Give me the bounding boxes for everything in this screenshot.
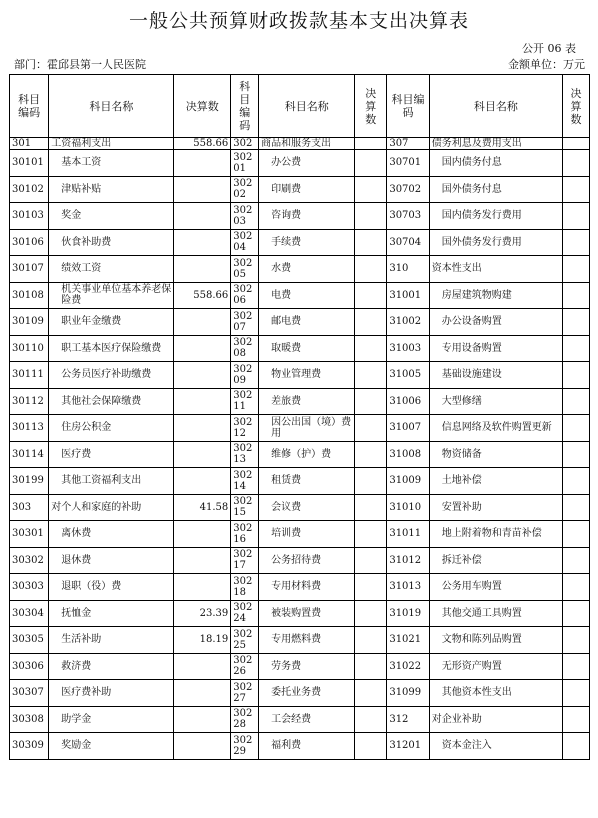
code-cell: 302 28 [231, 706, 259, 733]
name-cell: 电费 [259, 282, 355, 309]
name-cell: 其他资本性支出 [429, 680, 562, 707]
table-row [10, 176, 590, 203]
amount-cell [174, 309, 231, 336]
code-cell: 302 04 [231, 229, 259, 256]
name-cell: 土地补偿 [429, 468, 562, 495]
name-cell: 维修（护）费 [259, 441, 355, 468]
header-code-3: 科目编码 [387, 75, 429, 138]
table-row [10, 574, 590, 601]
table-row [10, 441, 590, 468]
table-row [10, 150, 590, 177]
code-cell: 30306 [10, 653, 49, 680]
amount-cell [174, 706, 231, 733]
amount-cell [355, 680, 387, 707]
header-name-2: 科目名称 [259, 75, 355, 138]
amount-cell [355, 282, 387, 309]
name-cell: 对个人和家庭的补助 [49, 494, 174, 521]
name-cell: 生活补助 [49, 627, 174, 654]
amount-cell [563, 150, 590, 177]
name-cell: 公务用车购置 [429, 574, 562, 601]
amount-cell [355, 150, 387, 177]
name-cell: 离休费 [49, 521, 174, 548]
amount-cell [174, 547, 231, 574]
name-cell: 水费 [259, 256, 355, 283]
name-cell: 印刷费 [259, 176, 355, 203]
table-row [10, 415, 590, 442]
amount-cell [563, 441, 590, 468]
amount-cell [563, 203, 590, 230]
amount-cell [174, 176, 231, 203]
table-row [10, 468, 590, 495]
amount-cell [174, 256, 231, 283]
name-cell: 劳务费 [259, 653, 355, 680]
header-amount-3: 决算数 [563, 75, 590, 138]
code-cell: 302 12 [231, 415, 259, 442]
amount-cell [174, 680, 231, 707]
name-cell: 信息网络及软件购置更新 [429, 415, 562, 442]
amount-cell [563, 176, 590, 203]
amount-cell: 41.58 [174, 494, 231, 521]
name-cell: 地上附着物和青苗补偿 [429, 521, 562, 548]
name-cell: 办公设备购置 [429, 309, 562, 336]
amount-cell [563, 547, 590, 574]
amount-cell [355, 521, 387, 548]
amount-cell [355, 256, 387, 283]
table-body [10, 138, 590, 760]
amount-cell [355, 706, 387, 733]
code-cell: 31011 [387, 521, 429, 548]
name-cell: 其他交通工具购置 [429, 600, 562, 627]
code-cell: 302 06 [231, 282, 259, 309]
amount-cell [174, 415, 231, 442]
expenditure-table [9, 74, 590, 760]
name-cell: 资本性支出 [429, 256, 562, 283]
name-cell: 租赁费 [259, 468, 355, 495]
code-cell: 30114 [10, 441, 49, 468]
header-amount-2: 决算数 [355, 75, 387, 138]
name-cell: 专用设备购置 [429, 335, 562, 362]
name-cell: 其他工资福利支出 [49, 468, 174, 495]
code-cell: 30702 [387, 176, 429, 203]
header-name-3: 科目名称 [429, 75, 562, 138]
table-row [10, 229, 590, 256]
code-cell: 302 25 [231, 627, 259, 654]
code-cell: 30101 [10, 150, 49, 177]
code-cell: 30307 [10, 680, 49, 707]
name-cell: 国内债务付息 [429, 150, 562, 177]
amount-cell [174, 362, 231, 389]
amount-cell [355, 627, 387, 654]
table-row [10, 138, 590, 150]
code-cell: 30304 [10, 600, 49, 627]
name-cell: 无形资产购置 [429, 653, 562, 680]
code-cell: 30703 [387, 203, 429, 230]
code-cell: 302 11 [231, 388, 259, 415]
code-cell: 30309 [10, 733, 49, 760]
code-cell: 302 01 [231, 150, 259, 177]
amount-cell [355, 441, 387, 468]
amount-cell [174, 335, 231, 362]
amount-cell [563, 468, 590, 495]
amount-cell [355, 388, 387, 415]
amount-cell [174, 388, 231, 415]
name-cell: 手续费 [259, 229, 355, 256]
code-cell: 30305 [10, 627, 49, 654]
code-cell: 30109 [10, 309, 49, 336]
code-cell: 31012 [387, 547, 429, 574]
code-cell: 31201 [387, 733, 429, 760]
amount-cell: 558.66 [174, 282, 231, 309]
code-cell: 30106 [10, 229, 49, 256]
header-name-1: 科目名称 [49, 75, 174, 138]
name-cell: 救济费 [49, 653, 174, 680]
amount-cell [563, 138, 590, 150]
amount-cell [563, 521, 590, 548]
code-cell: 30113 [10, 415, 49, 442]
name-cell: 公务招待费 [259, 547, 355, 574]
name-cell: 委托业务费 [259, 680, 355, 707]
amount-cell [563, 335, 590, 362]
code-cell: 31002 [387, 309, 429, 336]
name-cell: 绩效工资 [49, 256, 174, 283]
amount-cell [563, 229, 590, 256]
amount-cell [174, 150, 231, 177]
amount-cell [563, 627, 590, 654]
name-cell: 物业管理费 [259, 362, 355, 389]
amount-cell [355, 600, 387, 627]
table-row [10, 388, 590, 415]
amount-cell: 23.39 [174, 600, 231, 627]
code-cell: 31008 [387, 441, 429, 468]
amount-cell [174, 468, 231, 495]
code-cell: 302 29 [231, 733, 259, 760]
table-row [10, 203, 590, 230]
name-cell: 取暖费 [259, 335, 355, 362]
name-cell: 工资福利支出 [49, 138, 174, 150]
table-row [10, 547, 590, 574]
code-cell: 30704 [387, 229, 429, 256]
amount-cell [174, 203, 231, 230]
code-cell: 302 15 [231, 494, 259, 521]
name-cell: 资本金注入 [429, 733, 562, 760]
header-code-2: 科目编码 [231, 75, 259, 138]
code-cell: 30103 [10, 203, 49, 230]
amount-cell: 558.66 [174, 138, 231, 150]
amount-cell [355, 415, 387, 442]
code-cell: 301 [10, 138, 49, 150]
amount-cell [563, 309, 590, 336]
table-row [10, 706, 590, 733]
name-cell: 大型修缮 [429, 388, 562, 415]
code-cell: 302 24 [231, 600, 259, 627]
code-cell: 302 14 [231, 468, 259, 495]
amount-cell [563, 362, 590, 389]
name-cell: 债务利息及费用支出 [429, 138, 562, 150]
code-cell: 30302 [10, 547, 49, 574]
table-row [10, 521, 590, 548]
code-cell: 302 02 [231, 176, 259, 203]
page-title: 一般公共预算财政拨款基本支出决算表 [128, 10, 469, 32]
amount-cell [355, 574, 387, 601]
amount-cell [563, 653, 590, 680]
amount-cell [355, 309, 387, 336]
code-cell: 31019 [387, 600, 429, 627]
name-cell: 基础设施建设 [429, 362, 562, 389]
name-cell: 房屋建筑物购建 [429, 282, 562, 309]
code-cell: 307 [387, 138, 429, 150]
amount-cell: 18.19 [174, 627, 231, 654]
amount-cell [563, 733, 590, 760]
name-cell: 安置补助 [429, 494, 562, 521]
name-cell: 公务员医疗补助缴费 [49, 362, 174, 389]
table-row [10, 494, 590, 521]
code-cell: 31001 [387, 282, 429, 309]
code-cell: 30102 [10, 176, 49, 203]
unit-label: 金额单位：万元 [508, 58, 585, 71]
code-cell: 302 [231, 138, 259, 150]
code-cell: 303 [10, 494, 49, 521]
code-cell: 302 18 [231, 574, 259, 601]
code-cell: 30112 [10, 388, 49, 415]
amount-cell [563, 415, 590, 442]
code-cell: 30111 [10, 362, 49, 389]
table-row [10, 680, 590, 707]
amount-cell [174, 653, 231, 680]
name-cell: 奖金 [49, 203, 174, 230]
code-cell: 310 [387, 256, 429, 283]
name-cell: 培训费 [259, 521, 355, 548]
name-cell: 职业年金缴费 [49, 309, 174, 336]
table-row [10, 653, 590, 680]
code-cell: 31005 [387, 362, 429, 389]
code-cell: 302 16 [231, 521, 259, 548]
code-cell: 30701 [387, 150, 429, 177]
name-cell: 被装购置费 [259, 600, 355, 627]
name-cell: 国内债务发行费用 [429, 203, 562, 230]
code-cell: 302 27 [231, 680, 259, 707]
code-cell: 302 13 [231, 441, 259, 468]
amount-cell [563, 600, 590, 627]
amount-cell [174, 733, 231, 760]
code-cell: 30199 [10, 468, 49, 495]
code-cell: 30107 [10, 256, 49, 283]
name-cell: 国外债务发行费用 [429, 229, 562, 256]
name-cell: 抚恤金 [49, 600, 174, 627]
name-cell: 基本工资 [49, 150, 174, 177]
name-cell: 退职（役）费 [49, 574, 174, 601]
code-cell: 302 09 [231, 362, 259, 389]
table-row [10, 733, 590, 760]
code-cell: 30301 [10, 521, 49, 548]
amount-cell [174, 521, 231, 548]
name-cell: 机关事业单位基本养老保险费 [49, 282, 174, 309]
code-cell: 302 26 [231, 653, 259, 680]
table-row [10, 282, 590, 309]
code-cell: 302 05 [231, 256, 259, 283]
table-row [10, 335, 590, 362]
name-cell: 专用燃料费 [259, 627, 355, 654]
table-code: 公开 06 表 [522, 42, 576, 55]
amount-cell [355, 335, 387, 362]
code-cell: 31021 [387, 627, 429, 654]
code-cell: 30308 [10, 706, 49, 733]
name-cell: 伙食补助费 [49, 229, 174, 256]
name-cell: 住房公积金 [49, 415, 174, 442]
name-cell: 拆迁补偿 [429, 547, 562, 574]
header-amount-1: 决算数 [174, 75, 231, 138]
amount-cell [563, 494, 590, 521]
table-row [10, 309, 590, 336]
name-cell: 咨询费 [259, 203, 355, 230]
code-cell: 302 08 [231, 335, 259, 362]
code-cell: 30110 [10, 335, 49, 362]
code-cell: 31022 [387, 653, 429, 680]
amount-cell [355, 138, 387, 150]
name-cell: 职工基本医疗保险缴费 [49, 335, 174, 362]
amount-cell [174, 574, 231, 601]
code-cell: 31009 [387, 468, 429, 495]
name-cell: 办公费 [259, 150, 355, 177]
code-cell: 30303 [10, 574, 49, 601]
amount-cell [563, 680, 590, 707]
code-cell: 312 [387, 706, 429, 733]
table-header-row [10, 75, 590, 138]
name-cell: 津贴补贴 [49, 176, 174, 203]
name-cell: 对企业补助 [429, 706, 562, 733]
code-cell: 31013 [387, 574, 429, 601]
amount-cell [355, 362, 387, 389]
amount-cell [355, 229, 387, 256]
amount-cell [355, 547, 387, 574]
table-row [10, 256, 590, 283]
name-cell: 退休费 [49, 547, 174, 574]
code-cell: 31099 [387, 680, 429, 707]
amount-cell [174, 441, 231, 468]
table-row [10, 600, 590, 627]
name-cell: 专用材料费 [259, 574, 355, 601]
name-cell: 工会经费 [259, 706, 355, 733]
table-row [10, 362, 590, 389]
code-cell: 31006 [387, 388, 429, 415]
amount-cell [355, 733, 387, 760]
name-cell: 物资储备 [429, 441, 562, 468]
department-label: 部门：霍邱县第一人民医院 [14, 58, 146, 71]
code-cell: 31003 [387, 335, 429, 362]
name-cell: 差旅费 [259, 388, 355, 415]
name-cell: 奖励金 [49, 733, 174, 760]
header-code-1: 科目编码 [10, 75, 49, 138]
amount-cell [563, 388, 590, 415]
code-cell: 302 07 [231, 309, 259, 336]
table-row [10, 627, 590, 654]
name-cell: 因公出国（境）费用 [259, 415, 355, 442]
name-cell: 医疗费 [49, 441, 174, 468]
name-cell: 国外债务付息 [429, 176, 562, 203]
amount-cell [563, 256, 590, 283]
name-cell: 福利费 [259, 733, 355, 760]
amount-cell [355, 203, 387, 230]
name-cell: 会议费 [259, 494, 355, 521]
amount-cell [563, 706, 590, 733]
code-cell: 302 03 [231, 203, 259, 230]
amount-cell [355, 653, 387, 680]
name-cell: 助学金 [49, 706, 174, 733]
amount-cell [563, 574, 590, 601]
amount-cell [174, 229, 231, 256]
name-cell: 邮电费 [259, 309, 355, 336]
code-cell: 31010 [387, 494, 429, 521]
amount-cell [355, 468, 387, 495]
name-cell: 其他社会保障缴费 [49, 388, 174, 415]
code-cell: 302 17 [231, 547, 259, 574]
code-cell: 31007 [387, 415, 429, 442]
name-cell: 商品和服务支出 [259, 138, 355, 150]
code-cell: 30108 [10, 282, 49, 309]
amount-cell [563, 282, 590, 309]
amount-cell [355, 494, 387, 521]
name-cell: 医疗费补助 [49, 680, 174, 707]
name-cell: 文物和陈列品购置 [429, 627, 562, 654]
amount-cell [355, 176, 387, 203]
